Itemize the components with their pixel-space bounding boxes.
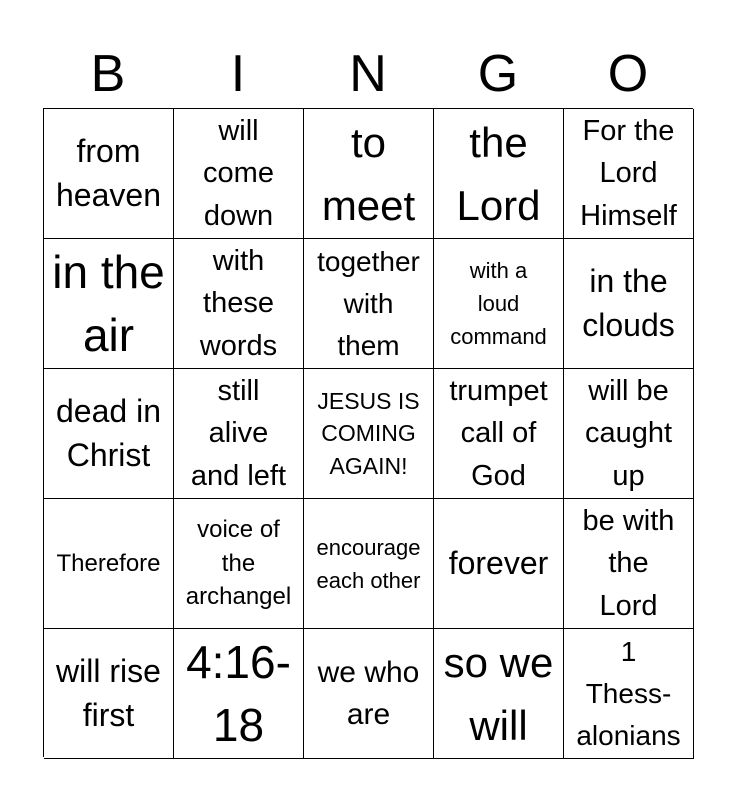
bingo-cell-r3-c4[interactable]	[434, 369, 564, 499]
cell-text: in the clouds	[582, 263, 675, 343]
bingo-cell-r2-c4[interactable]	[434, 239, 564, 369]
bingo-cell-r1-c5[interactable]	[564, 109, 694, 239]
cell-text: JESUS IS COMING AGAIN!	[317, 388, 420, 479]
bingo-cell-r5-c4[interactable]	[434, 629, 564, 759]
cell-text: to meet	[321, 118, 416, 229]
bingo-cell-r1-c3[interactable]	[304, 109, 434, 239]
cell-text: will come down	[203, 115, 274, 232]
bingo-cell-r3-c5[interactable]	[564, 369, 694, 499]
bingo-cell-r3-c2[interactable]	[174, 369, 304, 499]
cell-text: dead in Christ	[56, 393, 161, 473]
cell-text: 4:16- 18	[186, 636, 291, 751]
bingo-cell-r4-c3[interactable]	[304, 499, 434, 629]
bingo-cell-r1-c1[interactable]	[44, 109, 174, 239]
bingo-cell-r2-c2[interactable]	[174, 239, 304, 369]
bingo-cell-r3-c3[interactable]	[304, 369, 434, 499]
bingo-cell-r2-c1[interactable]	[44, 239, 174, 369]
bingo-header	[43, 40, 693, 108]
bingo-cell-r4-c1[interactable]	[44, 499, 174, 629]
bingo-cell-r2-c5[interactable]	[564, 239, 694, 369]
cell-text: 1 Thess- alonians	[576, 635, 681, 751]
cell-text: still alive and left	[190, 375, 287, 492]
bingo-cell-r4-c4[interactable]	[434, 499, 564, 629]
bingo-cell-r1-c4[interactable]	[434, 109, 564, 239]
header-letter-i: I	[230, 45, 246, 103]
cell-text: the Lord	[456, 118, 541, 229]
cell-text: will rise first	[56, 653, 161, 733]
cell-text: voice of the archangel	[185, 516, 292, 611]
cell-text: in the air	[52, 246, 165, 361]
cell-text: together with them	[317, 245, 420, 361]
cell-text: will be caught up	[584, 375, 673, 492]
cell-text: forever	[448, 544, 549, 581]
bingo-cell-r5-c5[interactable]	[564, 629, 694, 759]
cell-text: For the Lord Himself	[580, 115, 677, 232]
bingo-cell-r4-c5[interactable]	[564, 499, 694, 629]
header-letter-n: N	[349, 45, 387, 103]
cell-text: with a loud command	[450, 258, 547, 349]
bingo-cell-r1-c2[interactable]	[174, 109, 304, 239]
cell-text: encourage each other	[316, 534, 421, 593]
cell-text: Therefore	[56, 549, 161, 577]
bingo-cell-r5-c2[interactable]	[174, 629, 304, 759]
cell-text: so we will	[443, 638, 554, 749]
bingo-card-grid	[43, 108, 693, 757]
header-letter-o: O	[607, 45, 649, 103]
cell-text: be with the Lord	[582, 505, 675, 622]
bingo-cell-r5-c3[interactable]	[304, 629, 434, 759]
cell-text: with these words	[199, 245, 278, 362]
header-letter-b: B	[90, 45, 126, 103]
cell-text: trumpet call of God	[449, 375, 548, 492]
bingo-cell-r2-c3[interactable]	[304, 239, 434, 369]
cell-text: from heaven	[56, 133, 161, 213]
bingo-cell-r3-c1[interactable]	[44, 369, 174, 499]
cell-text: we who are	[317, 655, 420, 731]
bingo-cell-r5-c1[interactable]	[44, 629, 174, 759]
header-letter-g: G	[477, 45, 519, 103]
bingo-cell-r4-c2[interactable]	[174, 499, 304, 629]
